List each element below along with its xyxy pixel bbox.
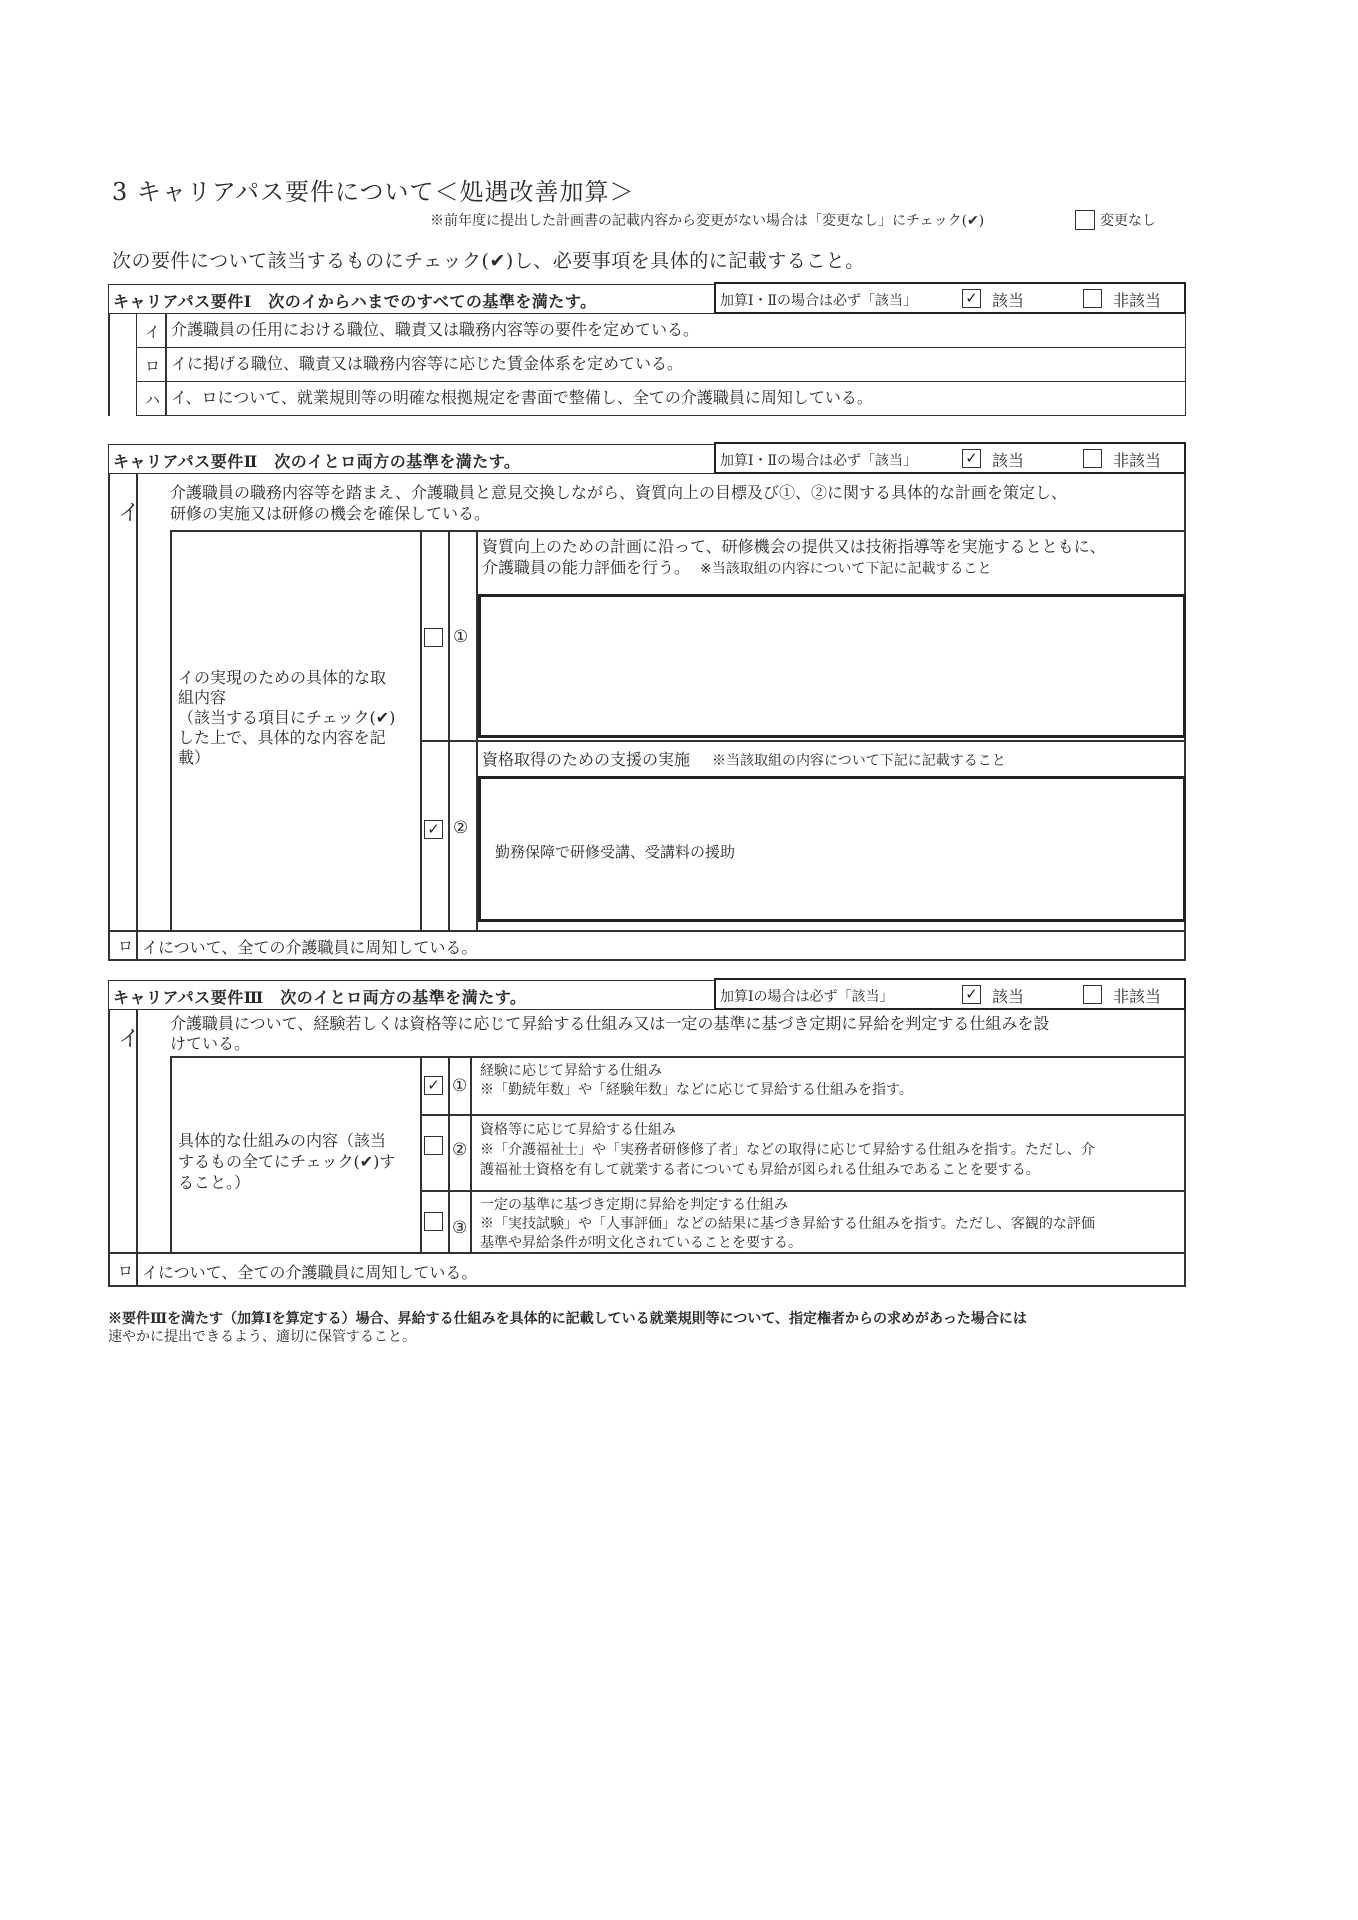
item-ro-mark: ロ [118,937,134,955]
divider [165,348,167,382]
instruction-text: 次の要件について該当するものにチェック(✔)し、必要事項を具体的に記載すること。 [112,250,865,272]
option-3-number: ③ [452,1218,468,1238]
item-i-text [170,482,1067,524]
option-3-desc-2: 基準や昇給条件が明文化されていることを要する。 [480,1235,802,1251]
item-mark: ロ [145,357,161,375]
item-mark: イ [145,323,161,341]
option-3-title: 一定の基準に基づき定期に昇給を判定する仕組み [480,1197,788,1213]
requirement-2-not-applicable-checkbox[interactable] [1083,449,1102,468]
option-1-title-line-1: 資質向上のための計画に沿って、研修機会の提供又は技術指導等を実施するとともに、 [482,537,1106,556]
requirement-3-not-applicable-label: 非該当 [1113,987,1162,1006]
option-divider [420,1114,1186,1116]
requirement-2-option-1-checkbox[interactable] [424,628,443,647]
item-ro-text: イについて、全ての介護職員に周知している。 [142,1263,478,1282]
item-i-text [170,1014,1049,1054]
requirement-3-heading: キャリアパス要件Ⅲ 次のイとロ両方の基準を満たす。 [113,988,527,1007]
requirement-2-option-2-checkbox[interactable] [424,820,443,839]
option-divider [420,740,1186,742]
requirement-1-heading: キャリアパス要件Ⅰ 次のイからハまでのすべての基準を満たす。 [113,292,597,311]
requirement-3-required-note: 加算Ⅰの場合は必ず「該当」 [720,989,894,1005]
requirement-1-item-i [136,314,1186,348]
option-1-text [480,1062,913,1100]
check-icon: ✓ [965,449,978,467]
bottom-border [108,1285,1186,1287]
option-divider [420,1190,1186,1192]
item-text: イ、ロについて、就業規則等の明確な根拠規定を書面で整備し、全ての介護職員に周知している。 [171,388,873,407]
option-1-desc: ※「勤続年数」や「経験年数」などに応じて昇給する仕組みを指す。 [480,1082,913,1098]
item-i-text-line-1: 介護職員について、経験若しくは資格等に応じて昇給する仕組み又は一定の基準に基づき定期に昇給を判定する仕組みを設 [170,1014,1050,1033]
footnote [108,1310,1027,1346]
label-line: するもの全てにチェック(✔)す [178,1152,396,1171]
requirement-3-selector [714,978,1186,1010]
label-line: 具体的な仕組みの内容（該当 [178,1131,387,1150]
option-2-content-box[interactable] [478,776,1186,922]
check-icon: ✓ [965,289,978,307]
footnote-line-1: ※要件Ⅲを満たす（加算Ⅰを算定する）場合、昇給する仕組みを具体的に記載している就業規則等について、指定権者からの求めがあった場合には [108,1311,1027,1327]
divider [165,382,167,416]
requirement-2-heading: キャリアパス要件Ⅱ 次のイとロ両方の基準を満たす。 [113,452,521,471]
ro-top-line [108,930,1186,932]
check-icon: ✓ [965,985,978,1003]
requirement-2-left-label [178,668,395,768]
requirement-1-item-ro [136,348,1186,382]
label-line: した上で、具体的な内容を記 [178,728,386,747]
option-1-content-box[interactable] [478,594,1186,738]
requirement-1-applicable-checkbox[interactable] [962,289,981,308]
requirement-2-not-applicable-label: 非該当 [1113,451,1162,470]
option-2-text [480,1120,1095,1180]
option-2-title-text: 資格取得のための支援の実施 [482,750,691,769]
option-1-title [482,536,1106,580]
requirement-1-selector [714,282,1186,314]
option-2-title: 資格等に応じて昇給する仕組み [480,1122,676,1138]
inner-top-line [170,1056,1186,1058]
item-i-text-line-2: けている。 [170,1034,251,1053]
item-ro-mark: ロ [118,1262,134,1280]
requirement-2-applicable-checkbox[interactable] [962,449,981,468]
option-3-desc-1: ※「実技試験」や「人事評価」などの結果に基づき昇給する仕組みを指す。ただし、客観的な評価 [480,1216,1095,1232]
label-line: 載） [178,748,211,767]
option-2-title [482,747,1006,770]
requirement-1-not-applicable-label: 非該当 [1113,291,1162,310]
requirement-2-required-note: 加算Ⅰ・Ⅱの場合は必ず「該当」 [720,453,918,469]
item-ro-text: イについて、全ての介護職員に周知している。 [142,938,478,957]
no-change-label: 変更なし [1100,213,1156,229]
requirement-1-applicable-label: 該当 [992,291,1025,310]
item-i-text-line-1: 介護職員の職務内容等を踏まえ、介護職員と意見交換しながら、資質向上の目標及び①、②に関する具体的な計画を策定し、 [170,483,1067,502]
no-change-checkbox[interactable] [1075,210,1095,230]
requirement-1-item-ha [136,382,1186,416]
option-1-title: 経験に応じて昇給する仕組み [480,1063,662,1079]
left-border [108,1010,110,1286]
right-border [1184,1010,1186,1286]
check-icon: ✓ [427,1076,440,1094]
divider [165,314,167,348]
checkbox-column-line [420,1056,422,1252]
requirement-3-option-2-checkbox[interactable] [424,1136,443,1155]
label-line: （該当する項目にチェック(✔) [178,708,396,727]
option-2-content: 勤務保障で研修受講、受講料の援助 [495,843,736,861]
check-icon: ✓ [427,820,440,838]
requirement-1-not-applicable-checkbox[interactable] [1083,289,1102,308]
left-border [108,474,110,960]
option-1-number: ① [452,1076,468,1096]
item-mark: ハ [145,391,161,409]
requirement-3-left-label [178,1130,395,1193]
inner-left-line [170,530,172,930]
requirement-3-applicable-checkbox[interactable] [962,985,981,1004]
mark-column-line [136,474,138,960]
content-column-line [470,1056,472,1252]
footnote-line-2: 速やかに提出できるよう、適切に保管すること。 [108,1329,416,1345]
option-2-desc-1: ※「介護福祉士」や「実務者研修修了者」などの取得に応じて昇給する仕組みを指す。ただし、介 [480,1142,1095,1158]
label-line: イの実現のための具体的な取 [178,668,387,687]
requirement-3-not-applicable-checkbox[interactable] [1083,985,1102,1004]
label-line: ること。） [178,1173,251,1192]
number-column-line [448,1056,450,1252]
no-change-note: ※前年度に提出した計画書の記載内容から変更がない場合は「変更なし」にチェック(✔) [430,213,985,229]
item-text: イに掲げる職位、職責又は職務内容等に応じた賃金体系を定めている。 [171,354,684,373]
inner-top-line [170,530,1186,532]
number-column-line [448,530,450,930]
option-1-note: ※当該取組の内容について下記に記載すること [700,561,992,577]
option-2-number: ② [452,1140,468,1160]
label-line: 組内容 [178,688,227,707]
checkbox-column-line [420,530,422,930]
item-i-mark: イ [118,1027,141,1052]
option-2-number: ② [453,818,469,838]
inner-left-line [170,1056,172,1252]
item-i-mark: イ [118,501,141,526]
requirement-2-selector [714,442,1186,474]
option-2-note: ※当該取組の内容について下記に記載すること [712,753,1006,769]
option-1-title-line-2: 介護職員の能力評価を行う。 [482,558,691,577]
item-i-text-line-2: 研修の実施又は研修の機会を確保している。 [170,504,491,523]
option-1-number: ① [453,627,469,647]
option-3-text [480,1196,1095,1253]
requirement-3-option-1-checkbox[interactable] [424,1076,443,1095]
requirement-3-option-3-checkbox[interactable] [424,1212,443,1231]
requirement-3-applicable-label: 該当 [992,987,1025,1006]
requirement-2-applicable-label: 該当 [992,451,1025,470]
page-title: 3 キャリアパス要件について＜処遇改善加算＞ [112,178,635,206]
requirement-1-required-note: 加算Ⅰ・Ⅱの場合は必ず「該当」 [720,293,918,309]
item-text: 介護職員の任用における職位、職責又は職務内容等の要件を定めている。 [171,320,700,339]
option-2-desc-2: 護福祉士資格を有して就業する者についても昇給が図られる仕組みであることを要する。 [480,1162,1040,1178]
left-border [108,314,110,416]
bottom-border [108,959,1186,961]
